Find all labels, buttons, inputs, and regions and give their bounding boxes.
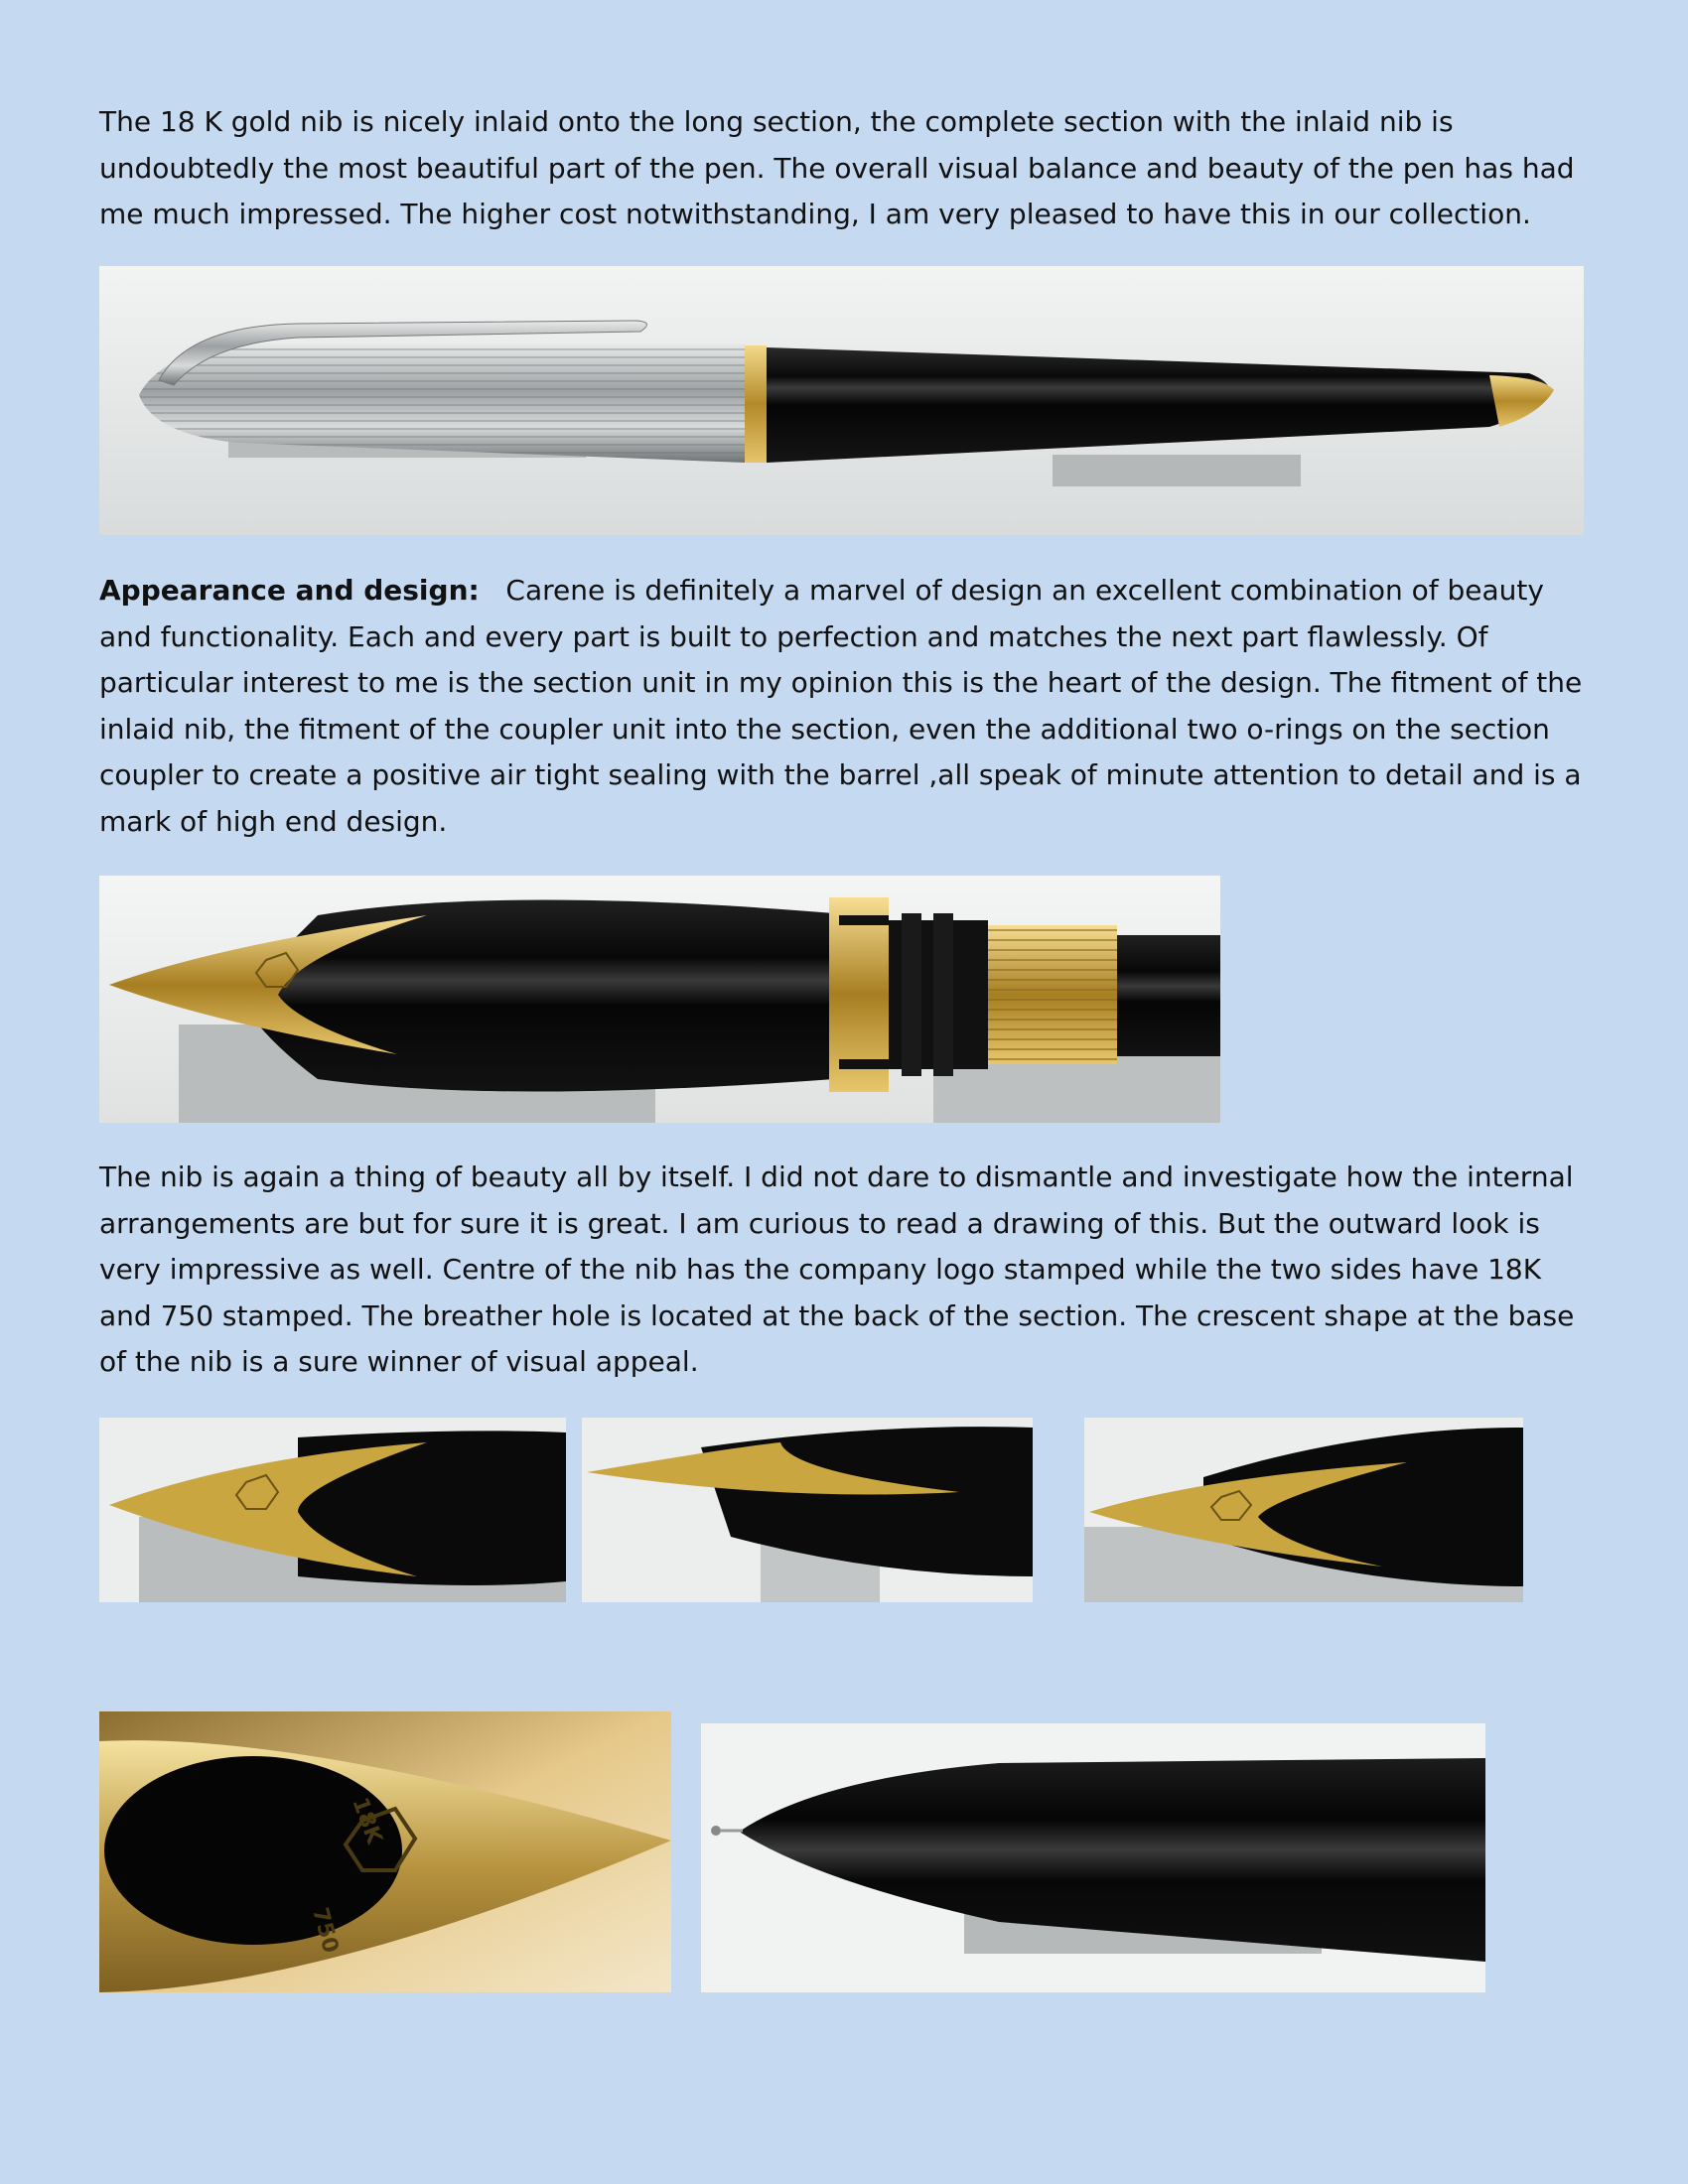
design-paragraph [99, 568, 1599, 845]
intro-paragraph: The 18 K gold nib is nicely inlaid onto the long section, the complete section with the inlaid nib is undoubtedly the most beautiful part of the pen. The overall visual balance and beauty of the pen has had me much impressed. The higher cost notwithstanding, I am very pleased to have this in our collection. [99, 105, 1575, 230]
nib-paragraph: The nib is again a thing of beauty all by itself. I did not dare to dismantle and investigate how the internal arrangements are but for sure it is great. I am curious to read a drawing of this. But the outward look is very impressive as well. Centre of the nib has the company logo stamped while the two sides have 18K and 750 stamped. The breather hole is located at the back of the section. The crescent shape at the base of the nib is a sure winner of visual appeal. [99, 1160, 1575, 1378]
nib-photo-angle [1084, 1418, 1523, 1602]
nib-closeup-photo [99, 1711, 671, 1992]
pen-underside-photo [701, 1723, 1485, 1992]
full-pen-photo [99, 266, 1584, 535]
design-heading: Appearance and design: [99, 574, 480, 607]
stamp-750: 750 [307, 1905, 344, 1956]
section-coupler-photo [99, 876, 1220, 1123]
nib-photo-front [99, 1418, 566, 1602]
stamp-18k: 18K [347, 1794, 387, 1847]
design-body: Carene is definitely a marvel of design an excellent combination of beauty and functionality. Each and every part is built to perfection and matches the next part flawlessly. Of particular interest to me is the section unit in my opinion this is the heart of the design. The fitment of the inlaid nib, the fitment of the coupler unit into the section, even the additional two o-rings on the section coupler to create a positive air tight sealing with the barrel ,all speak of minute attention to detail and is a mark of high end design. [99, 574, 1583, 838]
nib-photo-side [582, 1418, 1033, 1602]
